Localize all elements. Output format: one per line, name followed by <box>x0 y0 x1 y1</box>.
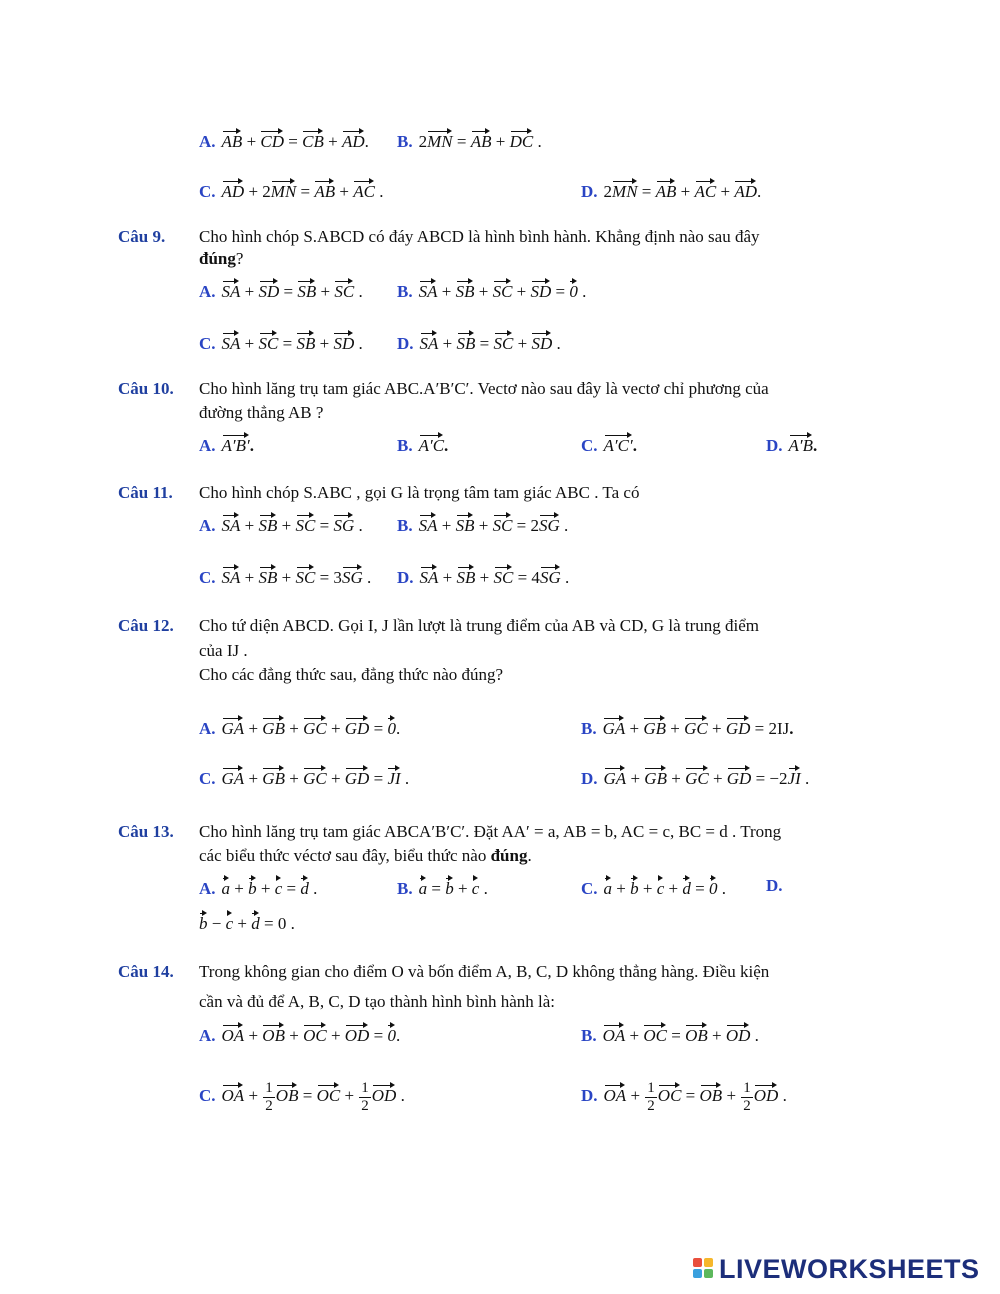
q9-a-math: SA + SD = SB + SC . <box>222 282 363 301</box>
option-label: A. <box>199 1026 216 1045</box>
q9-question-mark: ? <box>235 249 244 268</box>
option-label: D. <box>397 334 414 353</box>
q9-option-c[interactable] <box>199 330 363 355</box>
q14-option-c[interactable] <box>199 1080 405 1115</box>
q12-text-line1: Cho tứ diện ABCD. Gọi I, J lần lượt là trung điểm của AB và CD, G là trung điểm <box>199 616 760 635</box>
q10-text-line1: Cho hình lăng trụ tam giác ABC.A′B′C′. Vectơ nào sau đây là vectơ chỉ phương của <box>199 379 769 398</box>
q13-a-math: a + b + c = d . <box>222 879 318 898</box>
q8-option-a[interactable] <box>199 128 369 153</box>
q12-text-line2: của IJ . <box>199 641 248 660</box>
q9-c-math: SA + SC = SB + SD . <box>222 334 363 353</box>
q14-c-math: OA + $\frac{1}{2}$ OB = OC + $\frac{1}{2}$ OD . <box>221 1080 405 1114</box>
q12-b-math: GA + GB + GC + GD = 2IJ. <box>603 719 794 738</box>
q9-emphasis: đúng <box>199 249 236 268</box>
option-label: A. <box>199 879 216 898</box>
q13-c-math: a + b + c + d = 0 . <box>604 879 726 898</box>
q12-c-math: GA + GB + GC + GD = JI . <box>222 769 410 788</box>
option-label: C. <box>581 436 598 455</box>
q13-option-b[interactable] <box>397 875 488 900</box>
q12-d-math: GA + GB + GC + GD = −2JI . <box>604 769 810 788</box>
q10-a-math: A′B′ <box>222 432 250 454</box>
q11-text-line1: Cho hình chóp S.ABC , gọi G là trọng tâm tam giác ABC . Ta có <box>199 483 640 502</box>
option-label: B. <box>397 282 413 301</box>
q9-option-d[interactable] <box>397 330 561 355</box>
option-label: B. <box>581 719 597 738</box>
liveworksheets-logo <box>693 1256 993 1284</box>
q14-label: Câu 14. <box>118 962 174 981</box>
q13-label: Câu 13. <box>118 822 174 841</box>
option-label: A. <box>199 132 216 151</box>
q12-a-math: GA + GB + GC + GD = 0. <box>222 719 401 738</box>
option-label: C. <box>199 334 216 353</box>
q9-label: Câu 9. <box>118 227 166 246</box>
q10-option-b[interactable]: B. A′C. <box>397 432 448 457</box>
q8-b-math: 2MN = AB + DC . <box>419 132 542 151</box>
option-label: B. <box>397 436 413 455</box>
option-label: D. <box>766 876 783 895</box>
q11-b-math: SA + SB + SC = 2SG . <box>419 516 569 535</box>
q9-b-math: SA + SB + SC + SD = 0 . <box>419 282 587 301</box>
q10-option-d[interactable]: D. A′B. <box>766 432 817 457</box>
q12-label: Câu 12. <box>118 616 174 635</box>
option-label: C. <box>199 182 216 201</box>
q10-c-math: A′C′ <box>604 432 633 454</box>
option-label: C. <box>199 568 216 587</box>
q10-d-math: A′B <box>789 432 814 454</box>
q9-text-line2 <box>199 248 243 270</box>
q12-option-a[interactable] <box>199 715 400 740</box>
option-label: A. <box>199 436 216 455</box>
q13-option-a[interactable] <box>199 875 317 900</box>
option-label: C. <box>581 879 598 898</box>
q13-option-d[interactable] <box>766 875 789 897</box>
q11-option-d[interactable] <box>397 564 569 589</box>
q14-a-math: OA + OB + OC + OD = 0. <box>222 1026 401 1045</box>
liveworksheets-logo-icon <box>693 1258 715 1280</box>
q12-option-d[interactable] <box>581 765 809 790</box>
q14-d-math: OA + $\frac{1}{2}$ OC = OB + $\frac{1}{2}$ OD . <box>603 1080 787 1114</box>
option-label: A. <box>199 516 216 535</box>
q9-d-math: SA + SB = SC + SD . <box>420 334 561 353</box>
q11-d-math: SA + SB + SC = 4SG . <box>420 568 570 587</box>
q9-option-a[interactable] <box>199 278 363 303</box>
q8-a-math: AB + CD = CB + AD. <box>222 132 369 151</box>
q14-option-a[interactable] <box>199 1022 400 1047</box>
option-label: D. <box>581 1086 598 1106</box>
q12-option-b[interactable] <box>581 715 794 740</box>
option-label: A. <box>199 282 216 301</box>
q8-option-b[interactable] <box>397 128 542 153</box>
option-label: C. <box>199 769 216 788</box>
option-label: B. <box>397 879 413 898</box>
q10-option-a[interactable]: A. A′B′. <box>199 432 254 457</box>
q13-text-line1: Cho hình lăng trụ tam giác ABCA′B′C′. Đặt AA′ = a, AB = b, AC = c, BC = d . Trong <box>199 822 782 841</box>
q14-b-math: OA + OC = OB + OD . <box>603 1026 759 1045</box>
option-label: B. <box>397 516 413 535</box>
q13-b-math: a = b + c . <box>419 879 488 898</box>
q13-period: . <box>527 846 532 865</box>
q10-text-line2: đường thẳng AB ? <box>199 403 324 422</box>
q12-option-c[interactable] <box>199 765 409 790</box>
q11-label: Câu 11. <box>118 483 173 502</box>
q13-text-part: các biểu thức véctơ sau đây, biểu thức nào <box>199 846 487 865</box>
q10-b-math: A′C <box>419 432 444 454</box>
q13-option-c[interactable] <box>581 875 726 900</box>
option-label: C. <box>199 1086 216 1106</box>
q10-label: Câu 10. <box>118 379 174 398</box>
q14-text-line2: cần và đủ để A, B, C, D tạo thành hình bình hành là: <box>199 992 555 1011</box>
option-label: B. <box>581 1026 597 1045</box>
q8-d-math: 2MN = AB + AC + AD. <box>604 182 762 201</box>
option-label: B. <box>397 132 413 151</box>
q9-text-line1: Cho hình chóp S.ABCD có đáy ABCD là hình bình hành. Khẳng định nào sau đây <box>199 227 760 246</box>
q9-option-b[interactable] <box>397 278 586 303</box>
option-label: D. <box>581 769 598 788</box>
q14-option-d[interactable] <box>581 1080 787 1115</box>
option-label: D. <box>581 182 598 201</box>
q13-emphasis: đúng <box>490 846 528 865</box>
q13-text-line2 <box>199 845 532 867</box>
q8-option-c[interactable] <box>199 178 384 203</box>
q14-option-b[interactable] <box>581 1022 759 1047</box>
q11-option-c[interactable] <box>199 564 371 589</box>
q8-option-d[interactable] <box>581 178 761 203</box>
option-label: D. <box>397 568 414 587</box>
q11-a-math: SA + SB + SC = SG . <box>222 516 363 535</box>
q11-c-math: SA + SB + SC = 3SG . <box>222 568 372 587</box>
liveworksheets-logo-text: LIVEWORKSHEETS <box>719 1254 980 1284</box>
q12-text-line3: Cho các đẳng thức sau, đẳng thức nào đúng? <box>199 665 504 684</box>
q11-option-a[interactable] <box>199 512 363 537</box>
q10-option-c[interactable]: C. A′C′. <box>581 432 637 457</box>
q8-c-math: AD + 2MN = AB + AC . <box>222 182 384 201</box>
option-label: D. <box>766 436 783 455</box>
q11-option-b[interactable] <box>397 512 568 537</box>
q13-option-d-math: b − c + d = 0 . <box>199 910 295 935</box>
q14-text-line1: Trong không gian cho điểm O và bốn điểm A, B, C, D không thẳng hàng. Điều kiện <box>199 962 770 981</box>
option-label: A. <box>199 719 216 738</box>
